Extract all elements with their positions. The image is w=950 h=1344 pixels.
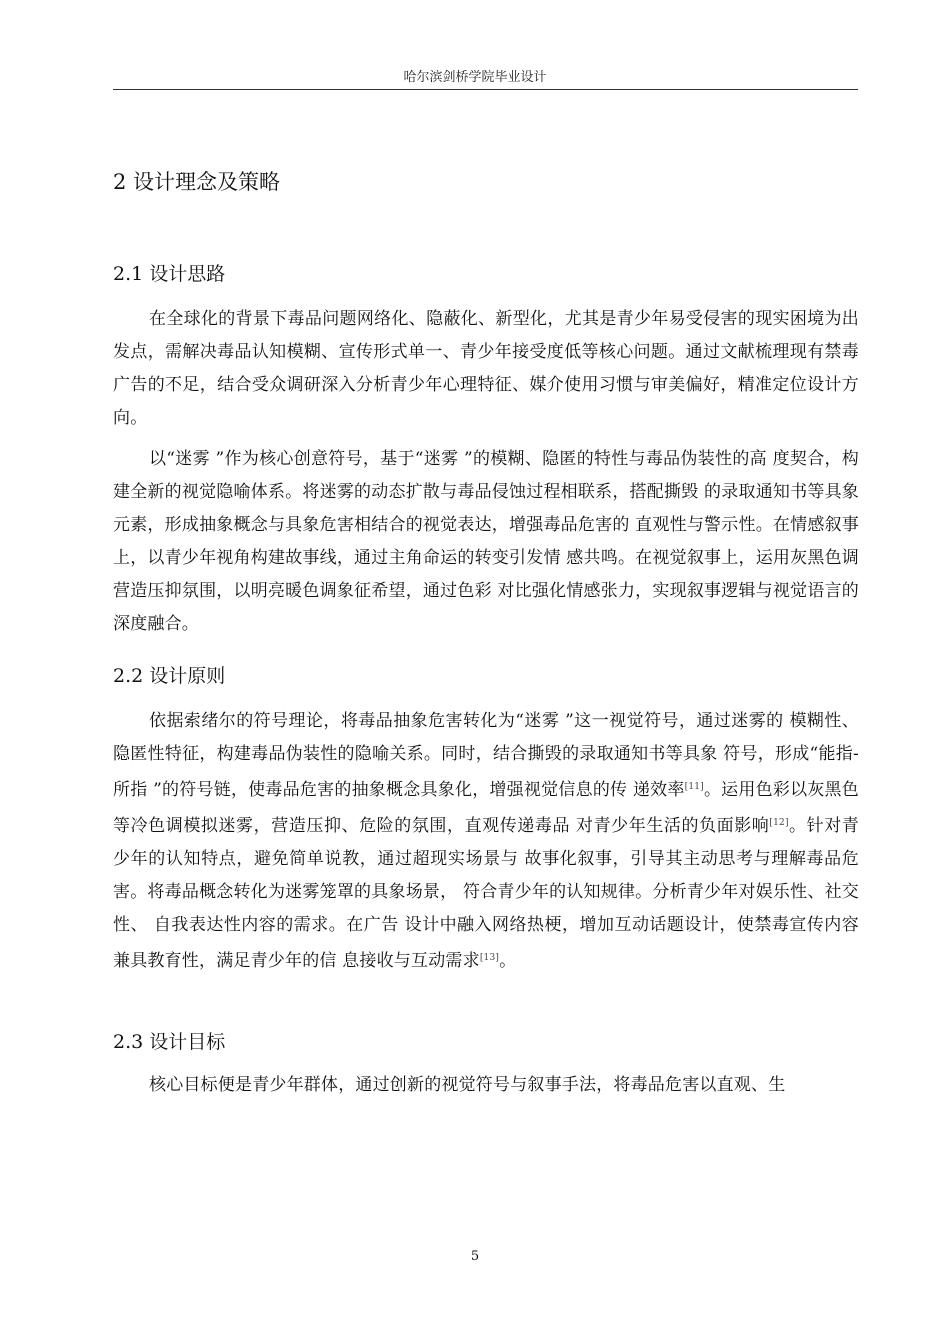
paragraph-text: 。运用色彩以灰黑色等冷色调模拟迷雾，营造压抑、危险的氛围，直观传递毒品 对青少年生活的负面影响 (113, 780, 859, 836)
paragraph-2-2 (113, 705, 859, 978)
section-title-2-1: 2.1 设计思路 (113, 263, 226, 285)
page-number: 5 (470, 1249, 480, 1264)
header-rule (113, 89, 858, 90)
citation-12: [12] (769, 818, 789, 828)
section-title-2-3: 2.3 设计目标 (113, 1031, 226, 1053)
citation-13: [13] (479, 953, 500, 963)
paragraph-text: 依据索绪尔的符号理论，将毒品抽象危害转化为“迷雾 ”这一视觉符号，通过迷雾的 模糊性、隐匿性特征，构建毒品伪装性的隐喻关系。同时，结合撕毁的录取通知书等具象 符号，形成“能指-所指 ”的符号链，使毒品危害的抽象概念具象化，增强视觉信息的传 递效率 (113, 711, 859, 800)
paragraph-2-3: 核心目标便是青少年群体，通过创新的视觉符号与叙事手法，将毒品危害以直观、生 (149, 1075, 786, 1095)
citation-11: [11] (684, 782, 704, 792)
paragraph-2-1-a: 在全球化的背景下毒品问题网络化、隐蔽化、新型化，尤其是青少年易受侵害的现实困境为出发点，需解决毒品认知模糊、宣传形式单一、青少年接受度低等核心问题。通过文献梳理现有禁毒广告的不足，结合受众调研深入分析青少年心理特征、媒介使用习惯与审美偏好，精准定位设计方向。 (113, 309, 859, 428)
section-title-2-2: 2.2 设计原则 (113, 665, 226, 687)
paragraph-2-1-b: 以“迷雾 ”作为核心创意符号，基于“迷雾 ”的模糊、隐匿的特性与毒品伪装性的高 度契合，构建全新的视觉隐喻体系。将迷雾的动态扩散与毒品侵蚀过程相联系，搭配撕毁 的录取通知书等具象元素，形成抽象概念与具象危害相结合的视觉表达，增强毒品危害的 直观性与警示性。在情感叙事上，以青少年视角构建故事线，通过主角命运的转变引发情 感共鸣。在视觉叙事上，运用灰黑色调营造压抑氛围，以明亮暖色调象征希望，通过色彩 对比强化情感张力，实现叙事逻辑与视觉语言的深度融合。 (113, 449, 859, 634)
paragraph-text: 。针对青少年的认知特点，避免简单说教，通过超现实场景与 故事化叙事，引导其主动思考与理解毒品危害。将毒品概念转化为迷雾笼罩的具象场景， 符合青少年的认知规律。分析青少年对娱乐性、社交性、 自我表达性内容的需求。在广告 设计中融入网络热梗，增加互动话题设计，使禁毒宣传内容兼具教育性，满足青少年的信 息接收与互动需求 (113, 816, 859, 971)
chapter-title: 2 设计理念及策略 (113, 170, 281, 194)
running-header: 哈尔滨剑桥学院毕业设计 (403, 70, 547, 85)
paragraph-text: 。 (499, 951, 517, 971)
